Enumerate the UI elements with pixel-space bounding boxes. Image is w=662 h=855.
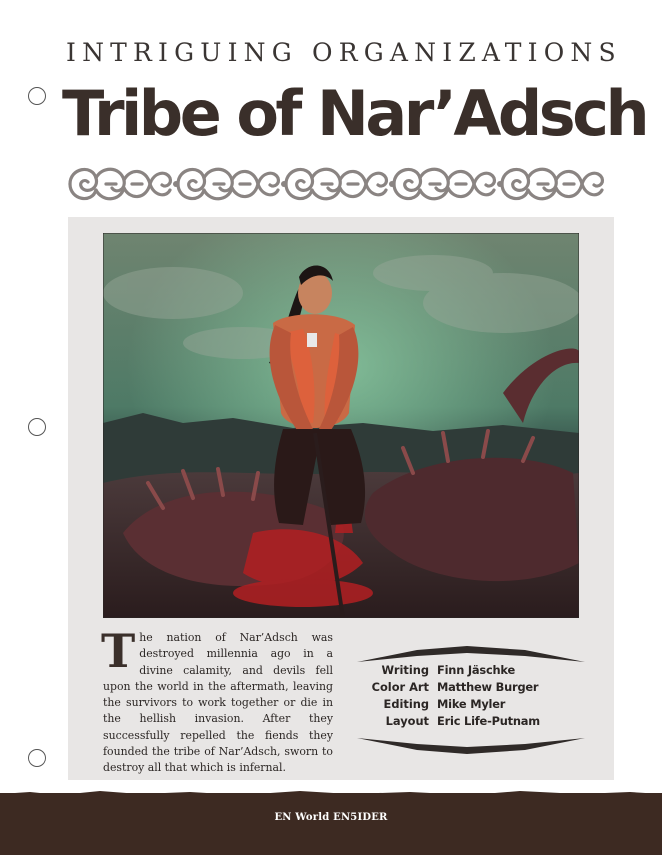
credit-name: Mike Myler: [437, 697, 506, 711]
credit-row: [357, 662, 585, 679]
credit-row: [357, 713, 585, 730]
credits-list: [357, 662, 585, 730]
credits-box: [357, 646, 585, 754]
footer-band: [0, 793, 662, 855]
credit-row: [357, 679, 585, 696]
credit-role: Layout: [385, 714, 429, 728]
credit-role: Color Art: [371, 680, 429, 694]
credit-name: Finn Jäschke: [437, 663, 516, 677]
credit-role: Editing: [383, 697, 429, 711]
intro-text: he nation of Nar’Adsch was destroyed millennia ago in a divine calamity, and devils fell upon the world in the aftermath, leaving the survivors to work together or die in the hellish invasion. After they successfully repelled the fiends they founded the tribe of Nar’Adsch, sworn to destroy all that which is infernal.: [103, 631, 333, 775]
page-title: Tribe of Nar’Adsch: [62, 77, 647, 150]
footer-text: EN World EN5IDER: [274, 812, 388, 823]
cover-illustration: [103, 233, 579, 618]
drop-cap: T: [101, 624, 136, 678]
ornamental-border: [66, 158, 614, 210]
credit-row: [357, 696, 585, 713]
binder-hole-top: [28, 87, 46, 105]
credit-name: Matthew Burger: [437, 680, 539, 694]
credit-role: Writing: [381, 663, 429, 677]
intro-paragraph: [101, 624, 333, 777]
binder-hole-middle: [28, 418, 46, 436]
credit-name: Eric Life-Putnam: [437, 714, 540, 728]
section-kicker: INTRIGUING ORGANIZATIONS: [66, 38, 622, 67]
binder-hole-bottom: [28, 749, 46, 767]
